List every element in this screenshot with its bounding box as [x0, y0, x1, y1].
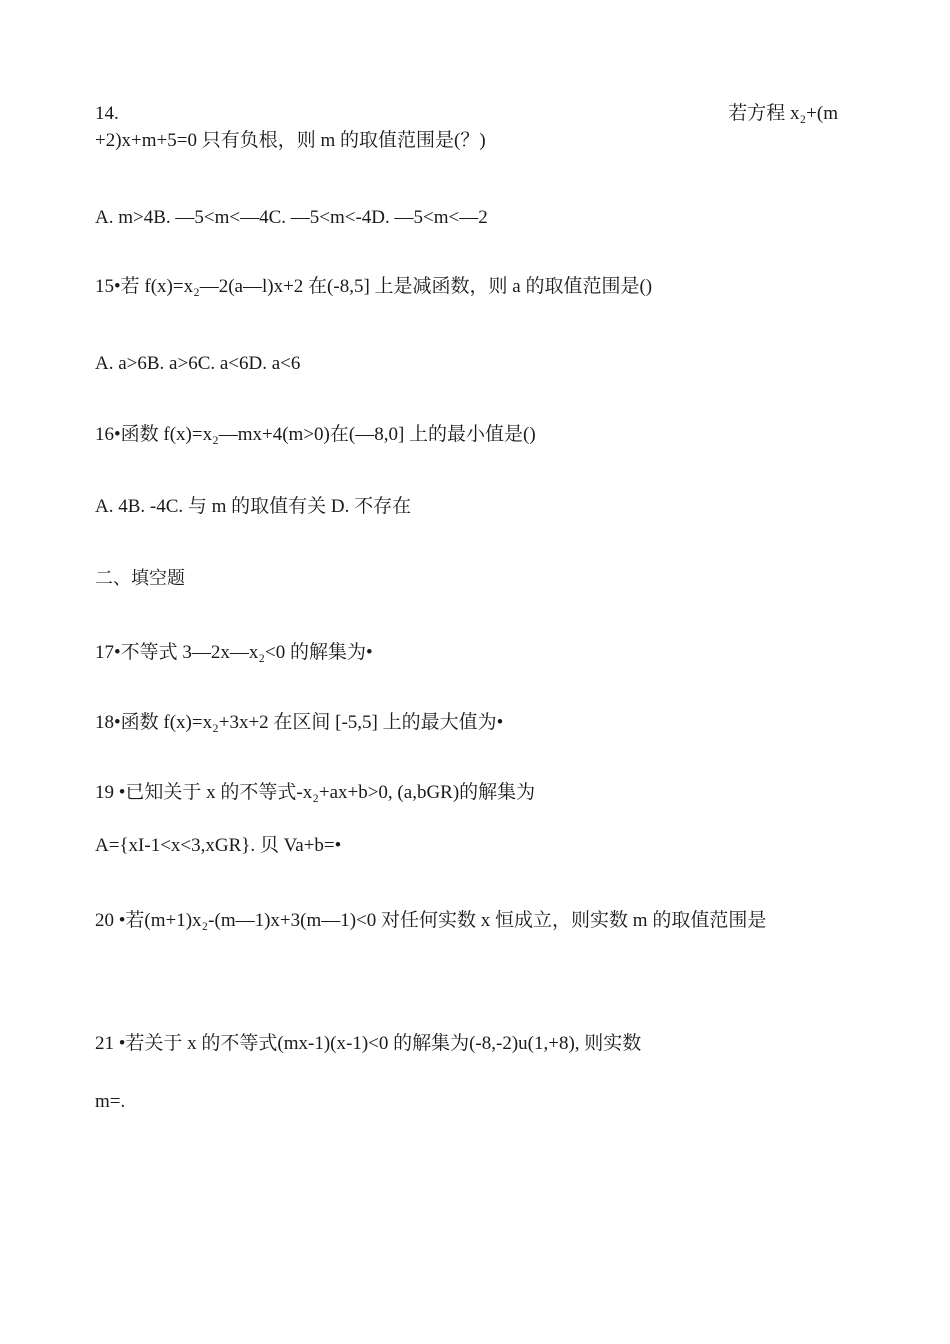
question-16-options: A. 4B. -4C. 与 m 的取值有关 D. 不存在 [95, 496, 412, 517]
question-14-stem-start: 若方程 x₂+(m [728, 103, 838, 124]
question-18-stem: 18•函数 f(x)=x₂+3x+2 在区间 [-5,5] 上的最大值为• [95, 712, 504, 733]
question-14-stem: +2)x+m+5=0 只有负根，则 m 的取值范围是(？) [95, 130, 486, 151]
question-16-stem: 16•函数 f(x)=x₂—mx+4(m>0)在(—8,0] 上的最小值是() [95, 424, 536, 445]
question-14-number: 14. [95, 103, 119, 124]
question-19-stem: 19 •已知关于 x 的不等式-x₂+ax+b>0, (a,bGR)的解集为 [95, 782, 536, 803]
question-19-stem-continued: A={xI-1<x<3,xGR}. 贝 Va+b=• [95, 835, 342, 856]
question-21-stem: 21 •若关于 x 的不等式(mx-1)(x-1)<0 的解集为(-8,-2)u(1,+8), 则实数 [95, 1033, 642, 1054]
question-15-options: A. a>6B. a>6C. a<6D. a<6 [95, 353, 301, 374]
question-20-stem: 20 •若(m+1)x₂-(m—1)x+3(m—1)<0 对任何实数 x 恒成立，则实数 m 的取值范围是 [95, 910, 767, 931]
question-14-options: A. m>4B. —5<m<—4C. —5<m<-4D. —5<m<—2 [95, 207, 488, 228]
question-17-stem: 17•不等式 3—2x—x₂<0 的解集为• [95, 642, 373, 663]
question-15-stem: 15•若 f(x)=x₂—2(a—l)x+2 在(-8,5] 上是减函数，则 a 的取值范围是() [95, 276, 653, 297]
question-21-stem-continued: m=. [95, 1091, 126, 1112]
section-title: 二、填空题 [95, 568, 185, 589]
